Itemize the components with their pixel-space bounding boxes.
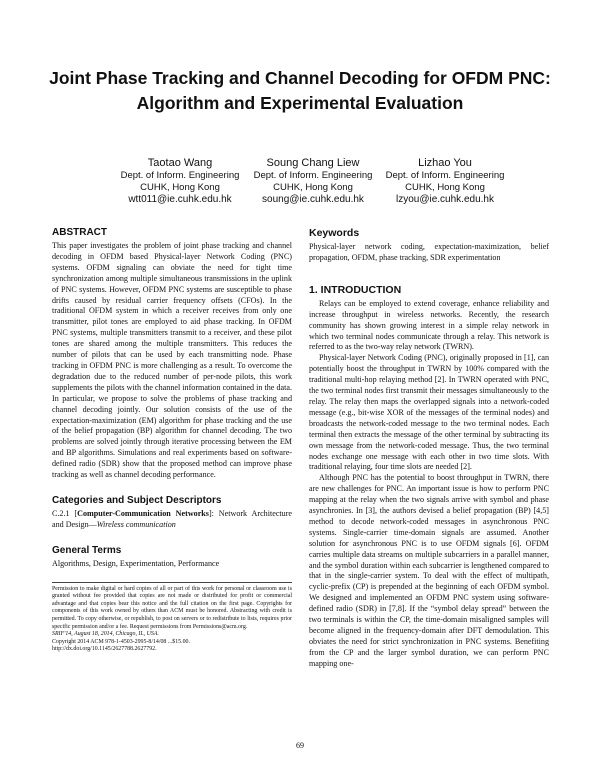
author-affiliation: Dept. of Inform. Engineering <box>120 170 240 181</box>
abstract-heading: ABSTRACT <box>52 227 107 238</box>
author-name: Taotao Wang <box>147 157 213 169</box>
category-code: C.2.1 [ <box>52 508 78 518</box>
author-3 <box>360 157 530 206</box>
left-column <box>52 227 292 654</box>
intro-paragraph-1: Relays can be employed to extend coverage, enhance reliability and increase throughput in wireless networks. Recently, the research community has shown growing interest in a simple relay network in which two terminal nodes communicate through a relay. This network is referred to as the two-way relay network (TWRN). <box>309 298 549 352</box>
categories-heading: Categories and Subject Descriptors <box>52 494 222 506</box>
right-column <box>309 227 549 670</box>
keywords-text: Physical-layer network coding, expectation-maximization, belief propagation, OFDM, phase tracking, SDR experimentation <box>309 242 549 262</box>
author-location: CUHK, Hong Kong <box>405 182 485 193</box>
permission-divider <box>52 582 292 583</box>
intro-paragraph-2: Physical-layer Network Coding (PNC), originally proposed in [1], can potentially boost the throughput in TWRN by 100% compared with the traditional multi-hop relaying method [2]. In TWRN operated with PNC, the two terminal nodes first transmit their messages simultaneously to the relay. The relay then maps the overlapped signals into a network-coded message (e.g., bit-wise XOR of the messages of the terminal nodes) and broadcasts the network-coded message to the two terminal nodes. Each terminal then extracts the message of the other terminal by subtracting its own message from the network-coded message. Thus, the two terminal nodes exchange one message with each other in two time slots. With traditional relaying, four time slots are needed [2]. <box>309 353 549 472</box>
author-affiliation: Dept. of Inform. Engineering <box>253 170 373 181</box>
author-name: Soung Chang Liew <box>266 157 360 169</box>
general-terms-heading: General Terms <box>52 544 122 556</box>
author-email: soung@ie.cuhk.edu.hk <box>262 194 364 205</box>
author-name: Lizhao You <box>418 157 472 169</box>
general-terms-text: Algorithms, Design, Experimentation, Performance <box>52 558 220 568</box>
keywords-heading: Keywords <box>309 227 360 239</box>
intro-paragraph-3: Although PNC has the potential to boost throughput in TWRN, there are new challenges for PNC. An important issue is how to perform PNC mapping at the relay when the two signals arrive with symbol and phase asynchronies. In [3], the authors devised a belief propagation (BP) [4,5] method to decode network-coded messages in asynchronous PNC systems. Single-carrier time-domain signals are assumed. Another solution for asynchronous PNC is to use OFDM signals [6]. OFDM carries multiple data streams on multiple subcarriers in a parallel manner, and the symbol duration within each subcarrier is lengthened compared to that in the single-carrier system. To deal with the effect of multipath, cyclic-prefix (CP) is prepended at the beginning of each OFDM symbol. We designed and implemented an OFDM PNC system using software-defined radio (SDR) in [7,8]. If the “symbol delay spread” between the two terminals is within the CP, the time-domain misaligned samples will become aligned in the frequency-domain after DFT demodulation. This obviates the need for strict synchronization in PNC systems. Benefiting from the CP and the larger symbol duration, we can perform PNC mapping one- <box>309 473 549 668</box>
introduction-heading: 1. INTRODUCTION <box>309 283 402 296</box>
category-subject: Wireless communication <box>96 519 176 529</box>
permission-notice: Permission to make digital or hard copies of all or part of this work for personal or classroom use is granted without fee provided that copies are not made or distributed for profit or commercial advantage and that copies bear this notice and the full citation on the first page. Copyrights for components of this work owned by others than ACM must be honored. Abstracting with credit is permitted. To copy otherwise, or republish, to post on servers or to redistribute to lists, requires prior specific permission and/or a fee. Request permissions from Permissions@acm.org. <box>52 585 292 630</box>
categories-text <box>52 509 292 531</box>
author-location: CUHK, Hong Kong <box>273 182 353 193</box>
paper-title: Joint Phase Tracking and Channel Decoding for OFDM PNC: Algorithm and Experimental Evaluation <box>49 68 551 113</box>
abstract-text: This paper investigates the problem of joint phase tracking and channel decoding in OFDM based Physical-layer Network Coding (PNC) systems. OFDM signaling can obviate the need for tight time synchronization among multiple simultaneous transmissions in the uplink of PNC systems. However, OFDM PNC systems are susceptible to phase drifts caused by residual carrier frequency offsets (CFOs). In the traditional OFDM system in which a receiver receives from only one transmitter, pilot tones are employed to aid phase tracking. In OFDM PNC systems, multiple transmitters transmit to a receiver, and these pilot tones are shared among the multiple transmitters. This reduces the number of pilots that can be used by each transmitting node. Phase tracking in OFDM PNC is more challenging as a result. To overcome the degradation due to the reduced number of per-node pilots, this work supplements the pilots with the channel information contained in the data. In particular, we propose to solve the problems of phase tracking and channel decoding jointly. Our solution consists of the use of the expectation-maximization (EM) algorithm for phase tracking and the use of the belief propagation (BP) algorithm for channel decoding. The two problems are solved jointly through iterative processing between the EM and BP algorithms. Simulations and real experiments based on software-defined radio (SDR) show that the proposed method can improve phase tracking as well as channel decoding performance. <box>52 241 292 480</box>
author-affiliation: Dept. of Inform. Engineering <box>385 170 505 181</box>
venue-line <box>52 631 292 639</box>
category-name: Computer-Communication Networks <box>77 508 209 518</box>
copyright-line: Copyright 2014 ACM 978-1-4503-2995-8/14/08 ...$15.00. <box>52 638 190 645</box>
category-descriptor: ]: Network Architecture and Design— <box>52 508 292 529</box>
author-email: lzyou@ie.cuhk.edu.hk <box>396 194 494 205</box>
author-email: wtt011@ie.cuhk.edu.hk <box>128 194 232 205</box>
author-location: CUHK, Hong Kong <box>140 182 220 193</box>
doi-link[interactable]: http://dx.doi.org/10.1145/2627788.2627792. <box>52 646 157 653</box>
page-number: 69 <box>296 741 304 750</box>
venue-text: SRIF'14, August 18, 2014, Chicago, IL, USA. <box>52 631 159 638</box>
